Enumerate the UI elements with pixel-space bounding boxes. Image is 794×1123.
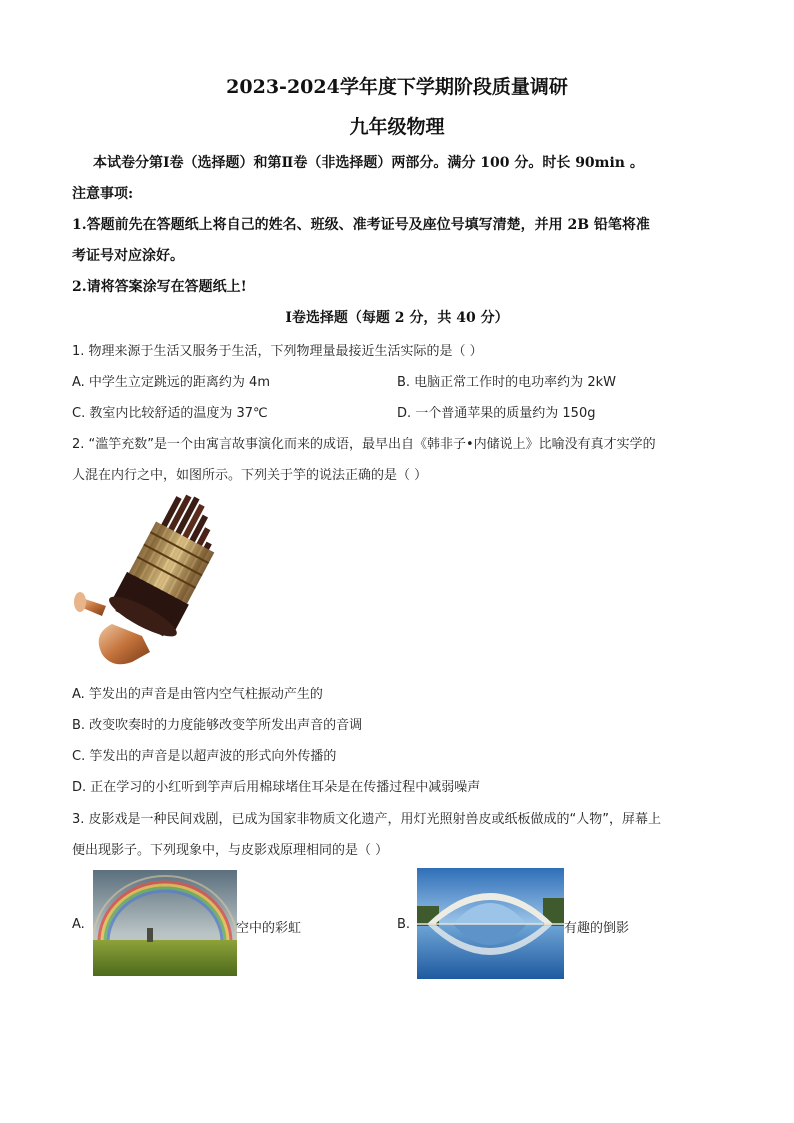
intro-line: 本试卷分第Ⅰ卷（选择题）和第Ⅱ卷（非选择题）两部分。满分 100 分。时长 90min 。 — [93, 155, 644, 171]
q1-option-d: D. 一个普通苹果的质量约为 150g — [397, 406, 596, 421]
sheng-instrument-image — [72, 494, 232, 674]
notice-1-line-1: 1.答题前先在答题纸上将自己的姓名、班级、准考证号及座位号填写清楚，并用 2B 铅笔将准 — [72, 217, 650, 233]
q1-option-b: B. 电脑正常工作时的电功率约为 2kW — [397, 375, 616, 390]
q1-stem: 1. 物理来源于生活又服务于生活，下列物理量最接近生活实际的是（ ） — [72, 344, 483, 359]
q2-option-c: C. 竽发出的声音是以超声波的形式向外传播的 — [72, 749, 337, 764]
notice-2: 2.请将答案涂写在答题纸上! — [72, 279, 247, 295]
exam-subtitle: 九年级物理 — [349, 116, 445, 138]
q3-option-a-text: 空中的彩虹 — [236, 921, 302, 936]
q3-stem-line-1: 3. 皮影戏是一种民间戏剧，已成为国家非物质文化遗产，用灯光照射兽皮或纸板做成的“人物”，屏幕上 — [72, 812, 662, 827]
bridge-reflection-photo — [417, 868, 564, 979]
q1-option-c: C. 教室内比较舒适的温度为 37℃ — [72, 406, 268, 421]
notice-heading: 注意事项: — [72, 186, 134, 202]
q3-option-b-label: B. — [397, 917, 411, 932]
q2-stem-line-1: 2. “滥竽充数”是一个由寓言故事演化而来的成语，最早出自《韩非子•内储说上》比喻没有真才实学的 — [72, 437, 656, 452]
q2-stem-line-2: 人混在内行之中，如图所示。下列关于竽的说法正确的是（ ） — [72, 468, 428, 483]
notice-1-line-2: 考证号对应涂好。 — [72, 248, 184, 264]
q2-option-d: D. 正在学习的小红听到竽声后用棉球堵住耳朵是在传播过程中减弱噪声 — [72, 780, 481, 795]
q2-option-a: A. 竽发出的声音是由管内空气柱振动产生的 — [72, 687, 323, 702]
rainbow-photo — [93, 870, 237, 976]
q3-option-a-label: A. — [72, 917, 85, 932]
q3-option-b-text: 有趣的倒影 — [564, 921, 630, 936]
q3-stem-line-2: 便出现影子。下列现象中，与皮影戏原理相同的是（ ） — [72, 843, 389, 858]
exam-title: 2023-2024学年度下学期阶段质量调研 — [226, 76, 568, 98]
q1-option-a: A. 中学生立定跳远的距离约为 4m — [72, 375, 270, 390]
q2-option-b: B. 改变吹奏时的力度能够改变竽所发出声音的音调 — [72, 718, 363, 733]
section-title: Ⅰ卷选择题（每题 2 分，共 40 分） — [285, 310, 509, 326]
